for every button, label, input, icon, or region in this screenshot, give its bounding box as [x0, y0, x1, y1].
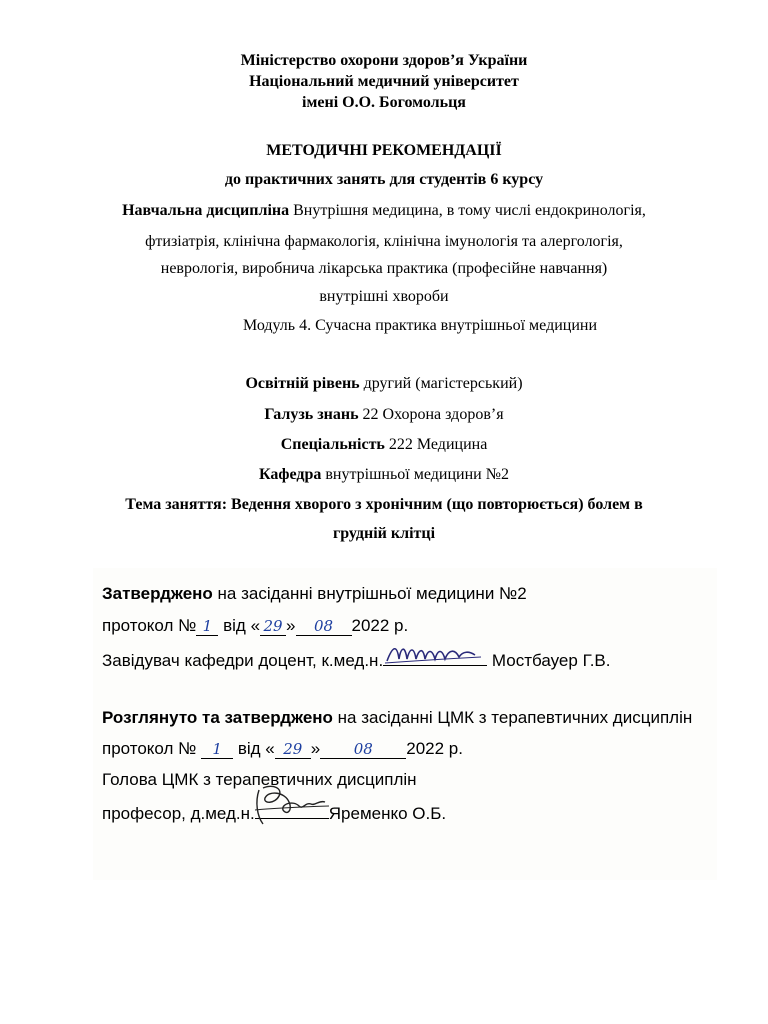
approval2-prof-line [102, 800, 446, 825]
university-heading: Національний медичний університет [249, 73, 519, 90]
approval2-month: 08 [320, 740, 406, 759]
specialty-value: 222 Медицина [388, 436, 488, 453]
education-level-value: другий (магістерський) [363, 375, 523, 392]
document-title: МЕТОДИЧНІ РЕКОМЕНДАЦІЇ [266, 142, 502, 159]
approval1-day-close: » [286, 616, 296, 635]
discipline-line-2: фтизіатрія, клінічна фармакологія, клінічна імунологія та алергологія, [145, 233, 623, 250]
approval1-head-prefix: Завідувач кафедри доцент, к.мед.н. [102, 651, 384, 670]
field-label: Галузь знань [264, 406, 359, 423]
department-label: Кафедра [259, 466, 322, 483]
approval2-label: Розглянуто та затверджено [102, 708, 333, 727]
signature-1-icon [383, 641, 487, 667]
approval1-text: на засіданні внутрішньої медицини №2 [217, 584, 527, 603]
approval2-protocol-line [102, 738, 463, 760]
discipline-line-1 [0, 201, 768, 221]
approval2-signature-blank [255, 800, 329, 819]
specialty-line [0, 435, 768, 455]
approval1-day: 29 [260, 617, 286, 636]
approval2-protocol-number: 1 [201, 740, 233, 759]
approval1-head-name: Мостбауер Г.В. [491, 651, 611, 670]
approval2-day: 29 [275, 740, 311, 759]
discipline-label: Навчальна дисципліна [122, 202, 290, 219]
signature-2-icon [249, 780, 339, 830]
approval1-year: 2022 р. [351, 616, 409, 635]
approval2-protocol-prefix: протокол № [102, 739, 197, 758]
education-level-label: Освітній рівень [245, 375, 360, 392]
document-subtitle: до практичних занять для студентів 6 курсу [224, 171, 544, 188]
approval1-label: Затверджено [102, 584, 213, 603]
university-name-line: імені О.О. Богомольця [302, 94, 466, 111]
field-line [0, 405, 768, 425]
approval1-protocol-number: 1 [196, 617, 218, 636]
module-line: Модуль 4. Сучасна практика внутрішньої медицини [242, 317, 598, 334]
approval1-line [102, 583, 527, 605]
approval1-head-line [102, 647, 610, 672]
approval2-prof-prefix: професор, д.мед.н. [102, 804, 255, 823]
approval2-text: на засіданні ЦМК з терапевтичних дисциплін [337, 708, 693, 727]
specialty-label: Спеціальність [280, 436, 385, 453]
topic-line-1: Тема заняття: Ведення хворого з хронічним (що повторюється) болем в [125, 496, 643, 513]
approval2-day-close: » [310, 739, 321, 758]
approval1-month: 08 [296, 617, 352, 636]
discipline-line-4: внутрішні хвороби [319, 288, 449, 305]
education-level-line [0, 374, 768, 394]
discipline-line-3: неврологія, виробнича лікарська практика (професійне навчання) [160, 260, 608, 277]
approval2-prof-name: Яременко О.Б. [328, 804, 447, 823]
department-value: внутрішньої медицини №2 [325, 466, 509, 483]
approval1-protocol-line [102, 615, 408, 637]
department-line [0, 465, 768, 485]
approval2-date-word: від « [237, 739, 275, 758]
field-value: 22 Охорона здоров’я [362, 406, 504, 423]
approval1-signature-blank [383, 647, 487, 666]
approval1-date-word: від « [223, 616, 261, 635]
discipline-text-1: Внутрішня медицина, в тому числі ендокринологія, [293, 202, 646, 219]
approval2-line [102, 707, 692, 729]
approval2-year: 2022 р. [406, 739, 463, 758]
ministry-heading: Міністерство охорони здоров’я України [240, 52, 528, 69]
approval2-head-line: Голова ЦМК з терапевтичних дисциплін [102, 770, 417, 789]
topic-line-2: грудній клітці [332, 525, 436, 542]
approval1-protocol-prefix: протокол № [102, 616, 197, 635]
